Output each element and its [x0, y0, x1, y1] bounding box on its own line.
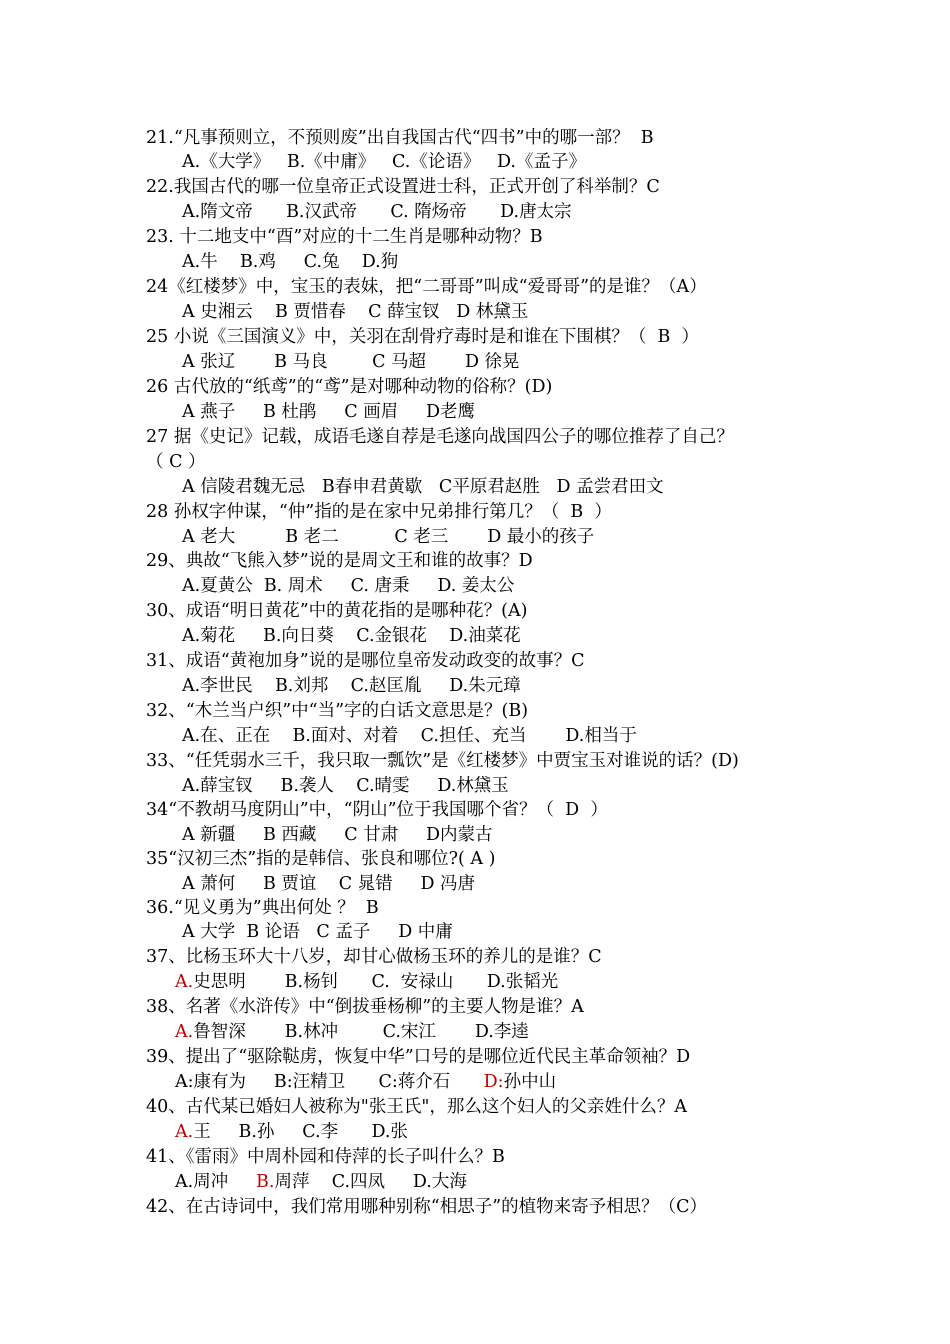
options-39: A:康有为 B:汪精卫 C:蒋介石 D:孙中山: [175, 1072, 557, 1092]
question-34: 34“不教胡马度阴山”中，“阴山”位于我国哪个省？（ D ）: [146, 800, 608, 820]
highlighted-option: D:: [483, 1072, 504, 1092]
question-39: 39、提出了“驱除鞑虏，恢复中华”口号的是哪位近代民主革命领袖？D: [146, 1047, 691, 1067]
options-29: A.夏黄公 B. 周术 C. 唐秉 D. 姜太公: [182, 576, 515, 596]
options-27: A 信陵君魏无忌 B春申君黄歇 C平原君赵胜 D 孟尝君田文: [182, 477, 664, 497]
question-41: 41、《雷雨》中周朴园和侍萍的长子叫什么？B: [146, 1147, 505, 1167]
options-25: A 张辽 B 马良 C 马超 D 徐晃: [182, 352, 520, 372]
question-23: 23. 十二地支中“酉”对应的十二生肖是哪种动物？B: [146, 227, 543, 247]
question-32: 32、“木兰当户织”中“当”字的白话文意思是？(B): [146, 701, 529, 721]
question-38: 38、名著《水浒传》中“倒拔垂杨柳”的主要人物是谁？A: [146, 997, 584, 1017]
options-33: A.薛宝钗 B.袭人 C.晴雯 D.林黛玉: [182, 776, 509, 796]
options-40: A.王 B.孙 C.李 D.张: [175, 1122, 408, 1142]
options-26: A 燕子 B 杜鹃 C 画眉 D老鹰: [182, 402, 476, 422]
highlighted-option: A.: [175, 1022, 194, 1042]
question-29: 29、典故“飞熊入梦”说的是周文王和谁的故事？D: [146, 551, 533, 571]
options-28: A 老大 B 老二 C 老三 D 最小的孩子: [182, 527, 595, 547]
question-27-continuation: （ C ）: [146, 452, 206, 472]
options-38: A.鲁智深 B.林冲 C.宋江 D.李逵: [175, 1022, 529, 1042]
options-31: A.李世民 B.刘邦 C.赵匡胤 D.朱元璋: [182, 676, 521, 696]
question-27: 27 据《史记》记载，成语毛遂自荐是毛遂向战国四公子的哪位推荐了自己？: [146, 427, 734, 447]
options-22: A.隋文帝 B.汉武帝 C. 隋炀帝 D.唐太宗: [182, 202, 572, 222]
question-42: 42、在古诗词中，我们常用哪种别称“相思子”的植物来寄予相思？（C）: [146, 1197, 708, 1217]
options-34: A 新疆 B 西藏 C 甘肃 D内蒙古: [182, 825, 493, 845]
question-31: 31、成语“黄袍加身”说的是哪位皇帝发动政变的故事？C: [146, 651, 585, 671]
question-28: 28 孙权字仲谋，“仲”指的是在家中兄弟排行第几？（ B ）: [146, 502, 612, 522]
highlighted-option: B.: [256, 1172, 275, 1192]
question-40: 40、古代某已婚妇人被称为"张王氏"，那么这个妇人的父亲姓什么？A: [146, 1097, 688, 1117]
options-41: A.周冲 B.周萍 C.四凤 D.大海: [175, 1172, 467, 1192]
question-30: 30、成语“明日黄花”中的黄花指的是哪种花？(A): [146, 601, 528, 621]
question-37: 37、比杨玉环大十八岁，却甘心做杨玉环的养儿的是谁？C: [146, 947, 602, 967]
question-21: 21.“凡事预则立，不预则废”出自我国古代“四书”中的哪一部？ B: [146, 128, 654, 148]
highlighted-option: A.: [175, 972, 194, 992]
question-33: 33、“任凭弱水三千，我只取一瓢饮”是《红楼梦》中贾宝玉对谁说的话？(D): [146, 751, 739, 771]
question-35: 35“汉初三杰”指的是韩信、张良和哪位?( A ): [146, 849, 496, 869]
options-23: A.牛 B.鸡 C.兔 D.狗: [182, 252, 399, 272]
question-36: 36.“见义勇为”典出何处 ？ B: [146, 898, 379, 918]
question-25: 25 小说《三国演义》中，关羽在刮骨疗毒时是和谁在下围棋？（ B ）: [146, 327, 699, 347]
options-35: A 萧何 B 贾谊 C 晁错 D 冯唐: [182, 874, 476, 894]
options-37: A.史思明 B.杨钊 C. 安禄山 D.张韬光: [175, 972, 559, 992]
question-26: 26 古代放的“纸鸢”的“鸢”是对哪种动物的俗称？(D): [146, 377, 553, 397]
question-22: 22.我国古代的哪一位皇帝正式设置进士科，正式开创了科举制？C: [146, 177, 660, 197]
highlighted-option: A.: [175, 1122, 194, 1142]
options-21: A.《大学》 B.《中庸》 C.《论语》 D.《孟子》: [182, 152, 586, 172]
options-32: A.在、正在 B.面对、对着 C.担任、充当 D.相当于: [182, 726, 637, 746]
options-30: A.菊花 B.向日葵 C.金银花 D.油菜花: [182, 626, 521, 646]
options-36: A 大学 B 论语 C 孟子 D 中庸: [182, 922, 453, 942]
question-24: 24《红楼梦》中，宝玉的表妹，把“二哥哥”叫成“爱哥哥”的是谁？（A）: [146, 277, 707, 297]
options-24: A 史湘云 B 贾惜春 C 薛宝钗 D 林黛玉: [182, 302, 529, 322]
